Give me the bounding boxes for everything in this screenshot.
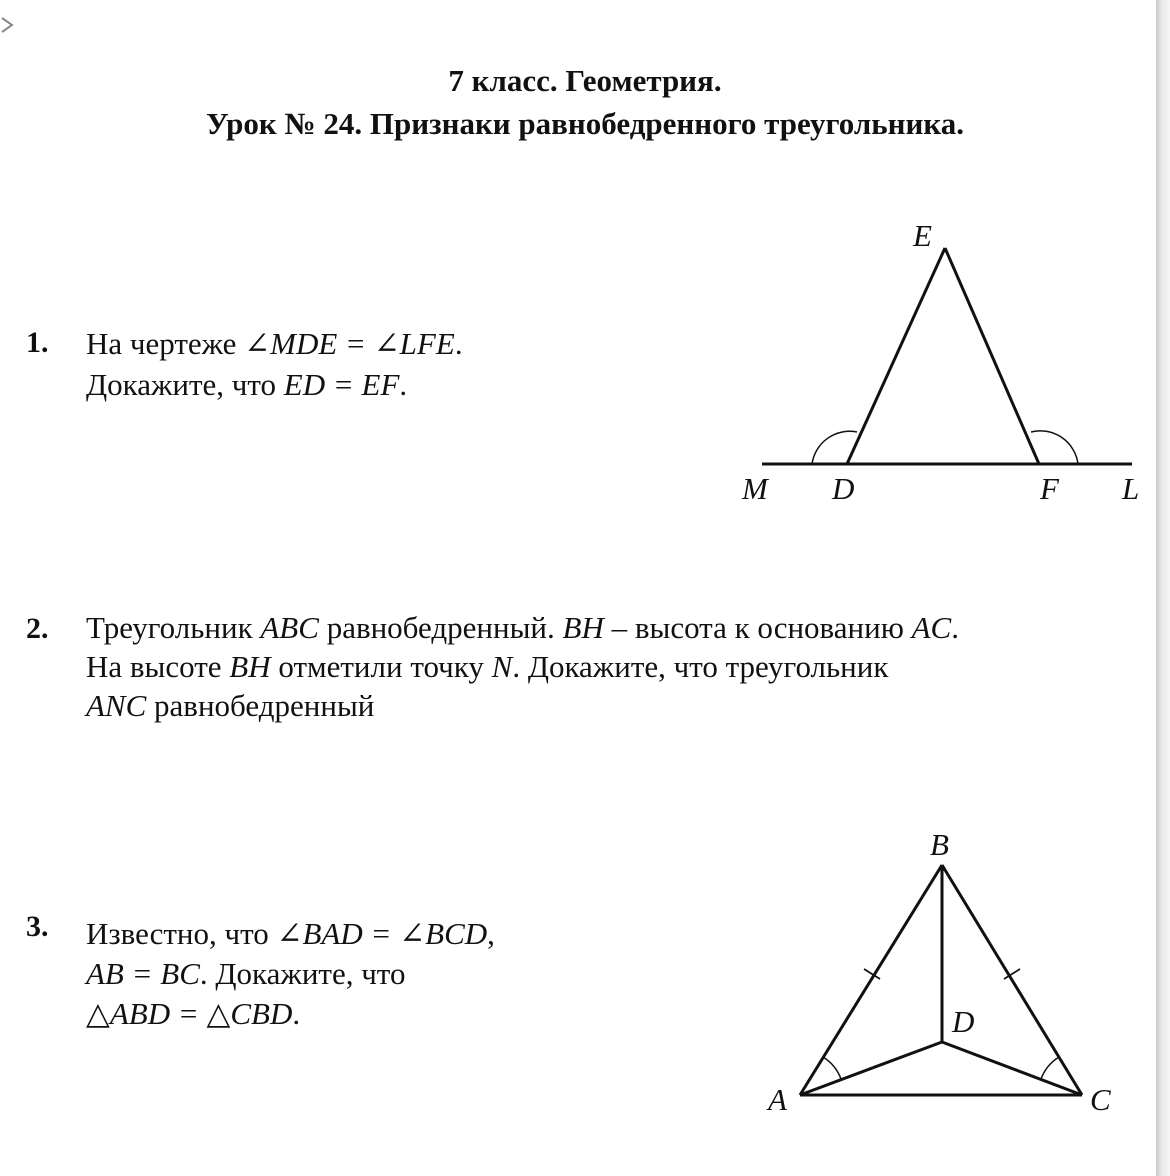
text-segment: Докажите, что — [86, 367, 284, 402]
side-ef — [945, 248, 1039, 464]
math-expression: AC — [911, 610, 952, 645]
text-segment: . — [951, 610, 959, 645]
label-e: E — [913, 218, 932, 253]
label-c: C — [1090, 1082, 1111, 1117]
task-3-number: 3. — [26, 910, 49, 943]
task-3-line-2 — [86, 956, 405, 992]
math-expression: ABC — [260, 610, 319, 645]
label-d: D — [832, 471, 855, 506]
task-1-number: 1. — [26, 326, 49, 359]
corner-arrow-icon — [0, 14, 18, 36]
segment-ad — [800, 1042, 942, 1095]
text-segment: . — [292, 996, 301, 1031]
task-1-line-1 — [86, 326, 463, 362]
text-segment: . Докажите, что — [199, 956, 406, 991]
text-segment: – высота к основанию — [603, 610, 912, 645]
task-2-number: 2. — [26, 612, 49, 645]
label-l: L — [1122, 471, 1140, 506]
math-expression: ANC — [86, 688, 147, 723]
text-segment: На чертеже — [86, 326, 245, 361]
text-segment: , — [487, 916, 495, 951]
task-3-figure — [760, 825, 1130, 1125]
scan-edge-shadow — [1156, 0, 1170, 1176]
math-expression: AB = BC — [86, 956, 200, 991]
side-de — [847, 248, 945, 464]
label-a: A — [768, 1082, 787, 1117]
task-2-line-1 — [86, 610, 959, 646]
task-3-line-3 — [86, 996, 300, 1032]
text-segment: . — [454, 326, 463, 361]
side-bc — [942, 865, 1082, 1095]
math-expression: ∠MDE = ∠LFE — [244, 326, 455, 361]
text-segment: На высоте — [86, 649, 230, 684]
task-1-line-2 — [86, 367, 407, 403]
text-segment: равнобедренный — [146, 688, 375, 723]
label-f: F — [1040, 471, 1059, 506]
math-expression: BH — [229, 649, 271, 684]
task-2-line-3 — [86, 688, 374, 724]
math-expression: ∠BAD = ∠BCD — [276, 916, 488, 951]
task-1-figure — [730, 210, 1150, 510]
lesson-grade-title: 7 класс. Геометрия. — [448, 63, 722, 98]
math-expression: △ABD = △CBD — [86, 996, 293, 1031]
lesson-topic-title: Урок № 24. Признаки равнобедренного треугольника. — [205, 106, 965, 141]
math-expression: N — [491, 649, 513, 684]
text-segment: . — [399, 367, 408, 402]
segment-cd — [942, 1042, 1082, 1095]
label-b: B — [930, 827, 949, 862]
task-2-line-2 — [86, 649, 888, 685]
side-ab — [800, 865, 942, 1095]
angle-arc-bcd — [1041, 1057, 1059, 1079]
text-segment: . Докажите, что треугольник — [512, 649, 889, 684]
math-expression: BH — [562, 610, 604, 645]
task-3-line-1 — [86, 916, 495, 952]
text-segment: Известно, что — [86, 916, 277, 951]
text-segment: равнобедренный. — [318, 610, 563, 645]
label-m: M — [742, 471, 768, 506]
text-segment: Треугольник — [86, 610, 261, 645]
math-expression: ED = EF — [283, 367, 400, 402]
angle-arc-bad — [823, 1057, 841, 1079]
text-segment: отметили точку — [270, 649, 492, 684]
label-d: D — [952, 1004, 975, 1039]
